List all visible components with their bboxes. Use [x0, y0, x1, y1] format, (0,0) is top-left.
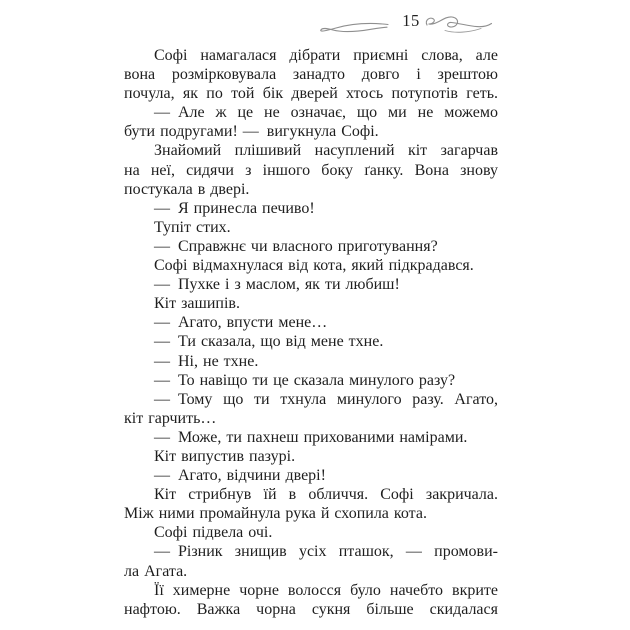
text-line: — Ти сказала, що від мене тхне. [154, 333, 384, 351]
flourish-left-icon [316, 20, 389, 35]
text-line: Софі намагалася дібрати приємні слова, але [154, 47, 498, 64]
text-line: — Різник знищив усіх пташок, — промови- [154, 543, 498, 561]
text-line: на неї, сидячи з іншого боку ґанку. Вона знову [124, 161, 498, 179]
text-line: — Ні, не тхне. [154, 352, 259, 370]
text-line: — Може, ти пахнеш прихованими намірами. [154, 428, 468, 446]
text-line: Софі відмахнулася від кота, який підкрадався. [154, 257, 474, 275]
text-line: постукала в двері. [124, 180, 250, 198]
text-line: почула, як по той бік дверей хтось потупотів геть. [124, 85, 498, 103]
text-line: нафтою. Важка чорна сукня більше скидалася [124, 600, 498, 618]
text-line: — Але ж це не означає, що ми не можемо [154, 104, 498, 122]
text-line: Тупіт стих. [154, 218, 231, 236]
text-line: ла Агата. [124, 562, 188, 580]
text-line: — Я принесла печиво! [154, 199, 315, 217]
text-block [124, 46, 498, 619]
text-line: Кіт випустив пазурі. [154, 447, 296, 465]
text-line: вона розмірковувала занадто довго і зрештою [124, 66, 498, 84]
text-line: бути подругами! — вигукнула Софі. [124, 123, 379, 141]
text-line: — То навіщо ти це сказала минулого разу? [154, 371, 456, 389]
flourish-right-icon [423, 13, 493, 39]
text-line: Її химерне чорне волосся було начебто вкрите [154, 581, 498, 599]
page-header [0, 6, 630, 38]
text-line: Знайомий плішивий насуплений кіт загарчав [154, 142, 498, 160]
text-line: — Агато, впусти мене… [154, 314, 328, 332]
text-line: Софі підвела очі. [154, 524, 273, 542]
text-line: Кіт стрибнув їй в обличчя. Софі закричала. [154, 486, 498, 504]
text-line: — Пухке і з маслом, як ти любиш! [154, 276, 400, 294]
text-line: кіт гарчить… [124, 409, 217, 427]
text-line: Між ними промайнула рука й схопила кота. [124, 505, 427, 523]
text-line: — Тому що ти тхнула минулого разу. Агато, [154, 390, 498, 408]
page-number: 15 [402, 11, 420, 30]
text-line: Кіт зашипів. [154, 295, 240, 313]
text-line: — Агато, відчини двері! [154, 467, 326, 485]
text-line: — Справжнє чи власного приготування? [154, 237, 438, 255]
